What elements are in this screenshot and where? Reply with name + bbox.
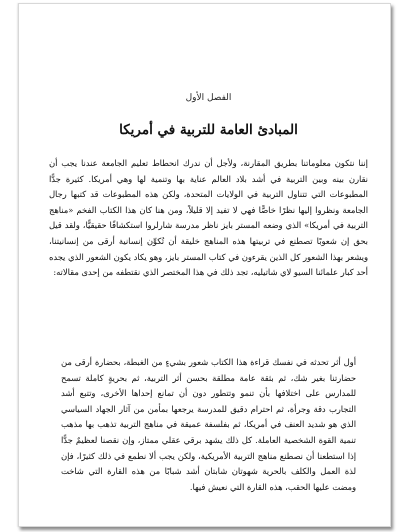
page-sheet — [18, 3, 391, 527]
chapter-title: المبادئ العامة للتربية في أمريكا — [119, 122, 298, 138]
body-paragraph: إننا نتكون معلوماتنا بطريق المقارنة، ولأجل أن ندرك انحطاط تعليم الجامعة عندنا يجب أن نقارن بينه وبين التربية في أشد بلاد العالم عناية بها وتنمية لها وهي أمريكا. كثيرة جدًّا المطبوعات التي تتناول التربية في الولايات المتحدة، ولكن هذه المطبوعات قد كتبها رجال الجامعة ونظروا إليها نظرًا خاصًّا فهي لا تفيد إلا قليلاً، ومن هنا كان هذا الكتاب الفخم «مناهج التربية في أمريكا» الذي وضعه المستر بايز ناظر مدرسة شارلروا استكشافًا حقيقيًّا، ولقد قيل بحق إن شعوبًا تصطنع في تربيتها هذه المناهج خليقة أن تُكوِّن إنسانية أرقى من إنسانيتنا، ويشعر بهذا الشعور كل الذين يقرءون في كتاب المستر بايز، وهو يكاد يكون الشعور الذي يجده أحد كبار علمائنا السيو لاي شاتيليه، تجد ذلك في هذا المختصر الذي نقتطفه من إحدى مقالاته: — [49, 158, 368, 278]
chapter-label: الفصل الأول — [185, 93, 232, 103]
quoted-paragraph: أول أثر تحدثه في نفسك قراءة هذا الكتاب شعور بشيءٍ من الغبطة، بحضارة أرقى من حضارتنا بغير شك، ثم بثقة عامة مطلقة بحسن أثر التربية، ثم بحريةٍ كاملة تسمح للمدارس على اختلافها بأن تنمو وتتطور دون أن تمانع إحداها الأخرى، وتتبع أشد التجارب دقة وجرأة، ثم احترام دقيق للمدرسة يرجعها بمأمن من آثار الجهاد السياسي الذي هو شديد العنف في أمريكا، ثم بفلسفة عميقة في مناهج التربية تذهب بها مذهب تنمية القوة الشخصية العاملة. كل ذلك يشهد برقي عقلي ممتاز، وإن نقصنا لعظيمٌ جدًّا إذا استطعنا أن نصطنع مناهج التربية الأمريكية، ولكن يجب ألا نطمع في ذلك كثيرًا، فإن لذة العمل والكلف بالحرية شهوتان شابتان أشد شبابًا من هذه القارة التي شاخت ومضت عليها الحقب، هذه القارة التي نعيش فيها. — [61, 357, 356, 492]
